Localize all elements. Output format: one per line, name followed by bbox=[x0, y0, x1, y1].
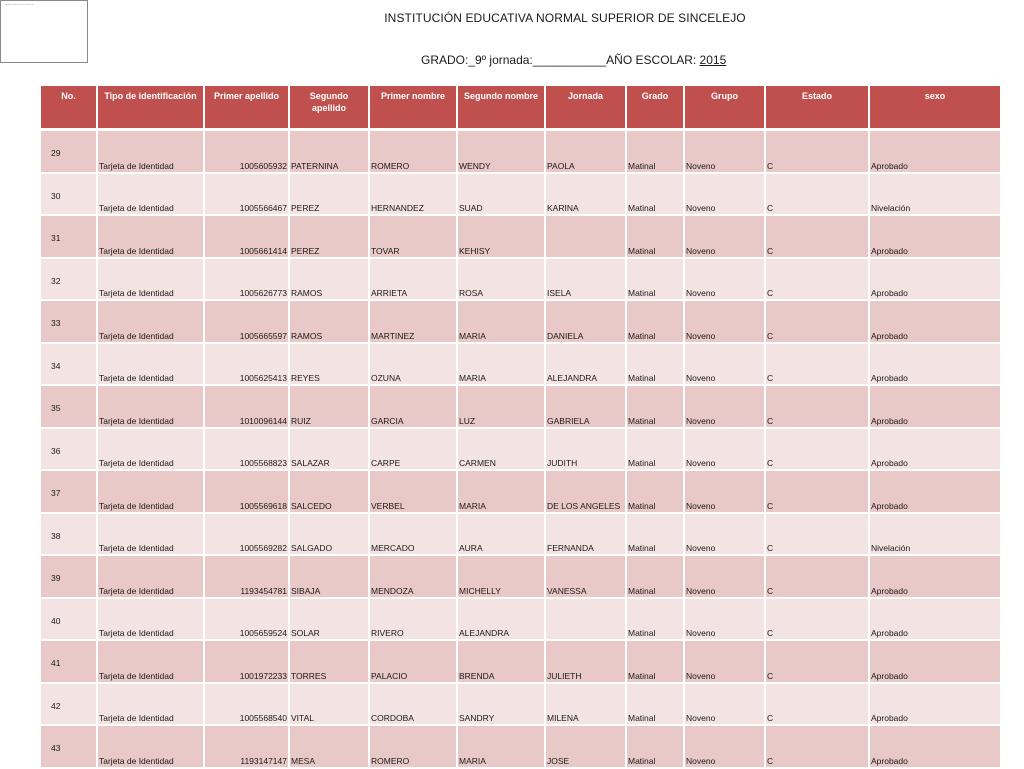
cell-jornada: Matinal bbox=[627, 344, 685, 387]
cell-grupo: C bbox=[766, 556, 870, 599]
cell-jornada: Matinal bbox=[627, 131, 685, 174]
row-number: 42 bbox=[51, 700, 61, 711]
cell-grupo: C bbox=[766, 131, 870, 174]
grade-line bbox=[421, 53, 726, 67]
row-number: 31 bbox=[51, 233, 61, 243]
cell-nom2: JULIETH bbox=[546, 641, 627, 684]
cell-ap2: OZUNA bbox=[370, 344, 458, 387]
cell-ap1: TORRES bbox=[290, 641, 370, 684]
cell-ap1: SALGADO bbox=[290, 514, 370, 557]
cell-nom2: ALEJANDRA bbox=[546, 344, 627, 387]
cell-ap1: SALAZAR bbox=[290, 429, 370, 472]
cell-estado: Aprobado bbox=[870, 386, 1000, 429]
cell-estado: Aprobado bbox=[870, 471, 1000, 514]
cell-tipo: Tarjeta de Identidad bbox=[98, 386, 205, 429]
cell-ap2: RIVERO bbox=[370, 599, 458, 642]
cell-ap2: CARPE bbox=[370, 429, 458, 472]
column-header-10: sexo bbox=[870, 86, 1000, 128]
cell-grado: Noveno bbox=[685, 514, 766, 557]
cell-grupo: C bbox=[766, 344, 870, 387]
cell-jornada: Matinal bbox=[627, 471, 685, 514]
cell-ap2: HERNANDEZ bbox=[370, 174, 458, 217]
table-row bbox=[41, 216, 1000, 259]
cell-tipo: Tarjeta de Identidad bbox=[98, 429, 205, 472]
column-header-6: Jornada bbox=[546, 86, 627, 128]
cell-grupo: C bbox=[766, 641, 870, 684]
cell-no bbox=[41, 174, 98, 217]
cell-no bbox=[41, 301, 98, 344]
cell-id-number: 1005568823 bbox=[205, 429, 290, 472]
table-row bbox=[41, 599, 1000, 642]
cell-no bbox=[41, 131, 98, 174]
cell-id-number: 1005665597 bbox=[205, 301, 290, 344]
cell-nom2: GABRIELA bbox=[546, 386, 627, 429]
cell-jornada: Matinal bbox=[627, 386, 685, 429]
cell-ap1: PEREZ bbox=[290, 216, 370, 259]
row-number: 29 bbox=[51, 148, 61, 158]
cell-estado: Aprobado bbox=[870, 684, 1000, 727]
cell-nom2 bbox=[546, 599, 627, 642]
table-row bbox=[41, 471, 1000, 514]
column-header-2: Primer apellido bbox=[205, 86, 290, 128]
cell-estado: Aprobado bbox=[870, 259, 1000, 302]
row-number: 39 bbox=[51, 573, 61, 583]
cell-ap2: GARCIA bbox=[370, 386, 458, 429]
cell-id-number: 1005661414 bbox=[205, 216, 290, 259]
cell-nom2: DANIELA bbox=[546, 301, 627, 344]
cell-ap2: MERCADO bbox=[370, 514, 458, 557]
cell-tipo: Tarjeta de Identidad bbox=[98, 174, 205, 217]
cell-nom1: BRENDA bbox=[458, 641, 546, 684]
cell-jornada: Matinal bbox=[627, 556, 685, 599]
cell-grado: Noveno bbox=[685, 259, 766, 302]
cell-ap2: ROMERO bbox=[370, 726, 458, 769]
row-number: 37 bbox=[51, 488, 61, 498]
cell-nom1: SANDRY bbox=[458, 684, 546, 727]
school-year: 2015 bbox=[699, 53, 727, 67]
table-row bbox=[41, 514, 1000, 557]
cell-ap1: VITAL bbox=[290, 684, 370, 727]
cell-no bbox=[41, 259, 98, 302]
cell-tipo: Tarjeta de Identidad bbox=[98, 726, 205, 769]
cell-no bbox=[41, 726, 98, 769]
cell-nom1: MARIA bbox=[458, 301, 546, 344]
cell-jornada: Matinal bbox=[627, 216, 685, 259]
column-header-3: Segundo apellido bbox=[290, 86, 370, 128]
table-row bbox=[41, 301, 1000, 344]
cell-ap2: VERBEL bbox=[370, 471, 458, 514]
cell-nom2: VANESSA bbox=[546, 556, 627, 599]
cell-estado: Aprobado bbox=[870, 131, 1000, 174]
cell-no bbox=[41, 471, 98, 514]
column-header-8: Grupo bbox=[685, 86, 766, 128]
cell-tipo: Tarjeta de Identidad bbox=[98, 131, 205, 174]
cell-no bbox=[41, 429, 98, 472]
cell-grupo: C bbox=[766, 216, 870, 259]
cell-tipo: Tarjeta de Identidad bbox=[98, 641, 205, 684]
cell-nom2: KARINA bbox=[546, 174, 627, 217]
cell-id-number: 1005569282 bbox=[205, 514, 290, 557]
row-number: 30 bbox=[51, 190, 61, 201]
column-header-0: No. bbox=[41, 86, 98, 128]
cell-estado: Nivelación bbox=[870, 174, 1000, 217]
cell-ap1: SOLAR bbox=[290, 599, 370, 642]
cell-estado: Aprobado bbox=[870, 344, 1000, 387]
column-header-9: Estado bbox=[766, 86, 870, 128]
logo-placeholder-text: ▫▫▫ ▫▫▫▫▫▫ ▫▫▫▫▫▫▫▫▫▫ ▫▫▫▫▫ ▫▫ ▫▫▫▫▫▫ ▫▫▫▫ bbox=[5, 4, 34, 6]
cell-grado: Noveno bbox=[685, 216, 766, 259]
cell-nom1: ALEJANDRA bbox=[458, 599, 546, 642]
cell-nom2: JUDITH bbox=[546, 429, 627, 472]
cell-jornada: Matinal bbox=[627, 174, 685, 217]
cell-estado: Aprobado bbox=[870, 726, 1000, 769]
cell-nom1: MARIA bbox=[458, 471, 546, 514]
row-number: 34 bbox=[51, 360, 61, 371]
cell-grupo: C bbox=[766, 386, 870, 429]
table-row bbox=[41, 344, 1000, 387]
cell-nom1: WENDY bbox=[458, 131, 546, 174]
cell-id-number: 1010096144 bbox=[205, 386, 290, 429]
cell-id-number: 1005568540 bbox=[205, 684, 290, 727]
cell-grado: Noveno bbox=[685, 556, 766, 599]
cell-nom1: MARIA bbox=[458, 344, 546, 387]
cell-tipo: Tarjeta de Identidad bbox=[98, 556, 205, 599]
cell-tipo: Tarjeta de Identidad bbox=[98, 301, 205, 344]
cell-nom2: MILENA bbox=[546, 684, 627, 727]
cell-estado: Aprobado bbox=[870, 216, 1000, 259]
table-row bbox=[41, 429, 1000, 472]
cell-ap1: REYES bbox=[290, 344, 370, 387]
cell-jornada: Matinal bbox=[627, 429, 685, 472]
cell-grupo: C bbox=[766, 726, 870, 769]
column-header-7: Grado bbox=[627, 86, 685, 128]
cell-id-number: 1005566467 bbox=[205, 174, 290, 217]
cell-id-number: 1005659524 bbox=[205, 599, 290, 642]
cell-ap1: RAMOS bbox=[290, 301, 370, 344]
cell-ap1: SIBAJA bbox=[290, 556, 370, 599]
cell-tipo: Tarjeta de Identidad bbox=[98, 344, 205, 387]
cell-no bbox=[41, 216, 98, 259]
institution-logo bbox=[0, 0, 88, 63]
cell-nom2: ISELA bbox=[546, 259, 627, 302]
cell-nom1: KEHISY bbox=[458, 216, 546, 259]
cell-grupo: C bbox=[766, 684, 870, 727]
cell-grado: Noveno bbox=[685, 131, 766, 174]
cell-ap1: RUIZ bbox=[290, 386, 370, 429]
cell-jornada: Matinal bbox=[627, 301, 685, 344]
cell-grado: Noveno bbox=[685, 344, 766, 387]
cell-no bbox=[41, 641, 98, 684]
cell-grado: Noveno bbox=[685, 726, 766, 769]
cell-grupo: C bbox=[766, 471, 870, 514]
cell-tipo: Tarjeta de Identidad bbox=[98, 599, 205, 642]
column-header-5: Segundo nombre bbox=[458, 86, 546, 128]
cell-estado: Aprobado bbox=[870, 301, 1000, 344]
cell-jornada: Matinal bbox=[627, 684, 685, 727]
cell-nom2: JOSE bbox=[546, 726, 627, 769]
row-number: 40 bbox=[51, 615, 61, 626]
cell-nom2 bbox=[546, 216, 627, 259]
cell-ap1: PEREZ bbox=[290, 174, 370, 217]
cell-jornada: Matinal bbox=[627, 259, 685, 302]
cell-tipo: Tarjeta de Identidad bbox=[98, 259, 205, 302]
cell-estado: Aprobado bbox=[870, 556, 1000, 599]
row-number: 32 bbox=[51, 275, 61, 286]
table-row bbox=[41, 131, 1000, 174]
cell-grupo: C bbox=[766, 599, 870, 642]
cell-ap1: RAMOS bbox=[290, 259, 370, 302]
cell-jornada: Matinal bbox=[627, 599, 685, 642]
cell-no bbox=[41, 684, 98, 727]
cell-id-number: 1005569618 bbox=[205, 471, 290, 514]
cell-nom1: SUAD bbox=[458, 174, 546, 217]
table-row bbox=[41, 386, 1000, 429]
cell-nom1: CARMEN bbox=[458, 429, 546, 472]
grade-line-text: GRADO:_9º jornada:___________AÑO ESCOLAR: bbox=[421, 53, 700, 67]
cell-estado: Aprobado bbox=[870, 599, 1000, 642]
cell-nom2: PAOLA bbox=[546, 131, 627, 174]
row-number: 41 bbox=[51, 658, 61, 668]
cell-ap1: PATERNINA bbox=[290, 131, 370, 174]
cell-grupo: C bbox=[766, 301, 870, 344]
cell-id-number: 1005626773 bbox=[205, 259, 290, 302]
cell-jornada: Matinal bbox=[627, 514, 685, 557]
cell-ap1: MESA bbox=[290, 726, 370, 769]
cell-grado: Noveno bbox=[685, 599, 766, 642]
cell-tipo: Tarjeta de Identidad bbox=[98, 514, 205, 557]
cell-nom2: FERNANDA bbox=[546, 514, 627, 557]
cell-nom1: AURA bbox=[458, 514, 546, 557]
cell-nom1: ROSA bbox=[458, 259, 546, 302]
cell-estado: Aprobado bbox=[870, 429, 1000, 472]
table-row bbox=[41, 556, 1000, 599]
cell-id-number: 1005625413 bbox=[205, 344, 290, 387]
cell-grado: Noveno bbox=[685, 386, 766, 429]
cell-ap2: MENDOZA bbox=[370, 556, 458, 599]
cell-nom1: MARIA bbox=[458, 726, 546, 769]
cell-estado: Nivelación bbox=[870, 514, 1000, 557]
cell-grado: Noveno bbox=[685, 301, 766, 344]
cell-no bbox=[41, 344, 98, 387]
cell-ap2: ARRIETA bbox=[370, 259, 458, 302]
row-number: 43 bbox=[51, 743, 61, 753]
cell-ap2: TOVAR bbox=[370, 216, 458, 259]
row-number: 35 bbox=[51, 403, 61, 413]
cell-jornada: Matinal bbox=[627, 641, 685, 684]
cell-grado: Noveno bbox=[685, 641, 766, 684]
cell-id-number: 1193147147 bbox=[205, 726, 290, 769]
row-number: 36 bbox=[51, 445, 61, 456]
cell-nom2: DE LOS ANGELES bbox=[546, 471, 627, 514]
student-table bbox=[41, 86, 1000, 769]
cell-tipo: Tarjeta de Identidad bbox=[98, 216, 205, 259]
cell-grado: Noveno bbox=[685, 429, 766, 472]
cell-grupo: C bbox=[766, 259, 870, 302]
cell-grado: Noveno bbox=[685, 684, 766, 727]
cell-id-number: 1193454781 bbox=[205, 556, 290, 599]
row-number: 38 bbox=[51, 530, 61, 541]
cell-grado: Noveno bbox=[685, 471, 766, 514]
cell-grupo: C bbox=[766, 514, 870, 557]
table-header-row bbox=[41, 86, 1000, 128]
institution-title: INSTITUCIÓN EDUCATIVA NORMAL SUPERIOR DE SINCELEJO bbox=[384, 11, 746, 25]
cell-nom1: MICHELLY bbox=[458, 556, 546, 599]
column-header-1: Tipo de identificación bbox=[98, 86, 205, 128]
cell-ap2: MARTINEZ bbox=[370, 301, 458, 344]
table-row bbox=[41, 174, 1000, 217]
cell-grupo: C bbox=[766, 429, 870, 472]
cell-id-number: 1005605932 bbox=[205, 131, 290, 174]
cell-no bbox=[41, 386, 98, 429]
cell-jornada: Matinal bbox=[627, 726, 685, 769]
table-row bbox=[41, 684, 1000, 727]
cell-nom1: LUZ bbox=[458, 386, 546, 429]
cell-no bbox=[41, 556, 98, 599]
cell-ap2: PALACIO bbox=[370, 641, 458, 684]
cell-estado: Aprobado bbox=[870, 641, 1000, 684]
cell-ap2: ROMERO bbox=[370, 131, 458, 174]
cell-tipo: Tarjeta de Identidad bbox=[98, 684, 205, 727]
cell-no bbox=[41, 514, 98, 557]
cell-grado: Noveno bbox=[685, 174, 766, 217]
table-row bbox=[41, 726, 1000, 769]
cell-ap2: CORDOBA bbox=[370, 684, 458, 727]
row-number: 33 bbox=[51, 318, 61, 328]
cell-tipo: Tarjeta de Identidad bbox=[98, 471, 205, 514]
cell-no bbox=[41, 599, 98, 642]
cell-ap1: SALCEDO bbox=[290, 471, 370, 514]
cell-id-number: 1001972233 bbox=[205, 641, 290, 684]
table-row bbox=[41, 641, 1000, 684]
table-row bbox=[41, 259, 1000, 302]
cell-grupo: C bbox=[766, 174, 870, 217]
column-header-4: Primer nombre bbox=[370, 86, 458, 128]
